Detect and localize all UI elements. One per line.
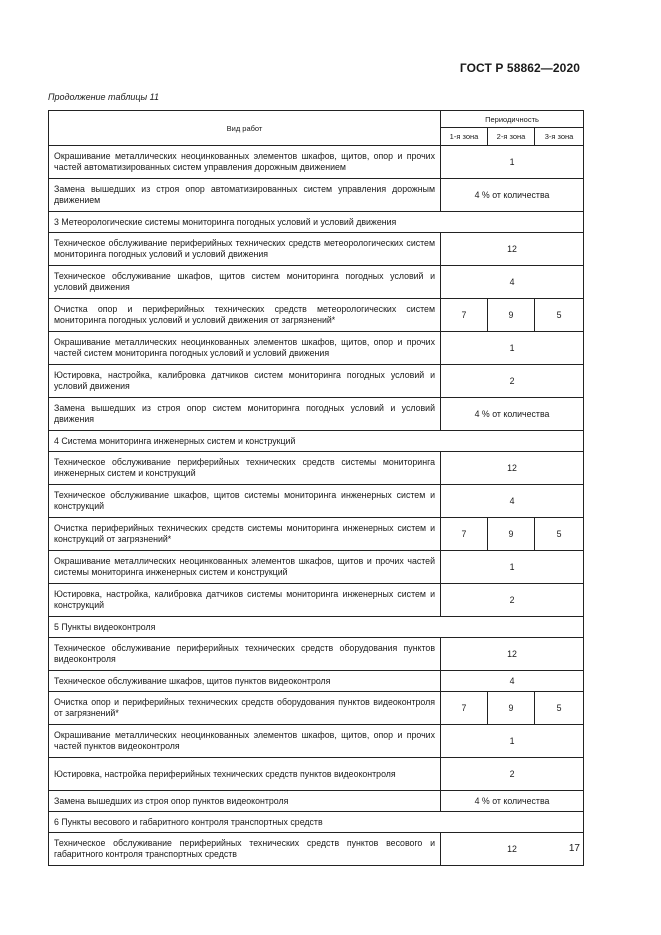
table-row: [49, 299, 584, 332]
table-row: [49, 584, 584, 617]
work-description: Техническое обслуживание шкафов, щитов пунктов видеоконтроля: [49, 671, 441, 692]
table-row: [49, 518, 584, 551]
zone-3-value: 5: [535, 692, 584, 725]
periodicity-value: 4: [441, 485, 584, 518]
table-row: [49, 365, 584, 398]
table-row: [49, 725, 584, 758]
work-description: Замена вышедших из строя опор систем мониторинга погодных условий и условий движения: [49, 398, 441, 431]
periodicity-value: 4 % от количества: [441, 398, 584, 431]
table-row: [49, 791, 584, 812]
work-description: Юстировка, настройка, калибровка датчиков системы мониторинга инженерных систем и конструкций: [49, 584, 441, 617]
header-zone-2: 2-я зона: [488, 128, 535, 146]
zone-2-value: 9: [488, 299, 535, 332]
zone-2-value: 9: [488, 518, 535, 551]
table-row: [49, 692, 584, 725]
zone-1-value: 7: [441, 692, 488, 725]
table-row: [49, 146, 584, 179]
zone-1-value: 7: [441, 299, 488, 332]
periodicity-value: 1: [441, 551, 584, 584]
table-row: [49, 833, 584, 866]
zone-3-value: 5: [535, 299, 584, 332]
page-number: 17: [568, 843, 580, 854]
table-row: [49, 179, 584, 212]
table-row: [49, 452, 584, 485]
work-description: Юстировка, настройка периферийных технических средств пунктов видеоконтроля: [49, 758, 441, 791]
document-code: ГОСТ Р 58862—2020: [459, 61, 580, 75]
zone-3-value: 5: [535, 518, 584, 551]
periodicity-value: 4 % от количества: [441, 791, 584, 812]
work-description: Очистка опор и периферийных технических средств метеорологических систем мониторинга погодных условий и условий движения от загрязнений*: [49, 299, 441, 332]
work-description: Очистка периферийных технических средств системы мониторинга инженерных систем и конструкций от загрязнений*: [49, 518, 441, 551]
periodicity-value: 4: [441, 266, 584, 299]
table-row: [49, 266, 584, 299]
work-description: Очистка опор и периферийных технических средств оборудования пунктов видеоконтроля от загрязнений*: [49, 692, 441, 725]
table-row: [49, 332, 584, 365]
section-row: [49, 812, 584, 833]
periodicity-value: 12: [441, 233, 584, 266]
periodicity-value: 12: [441, 833, 584, 866]
periodicity-value: 4: [441, 671, 584, 692]
work-description: Окрашивание металлических неоцинкованных элементов шкафов, щитов, опор и прочих частей систем мониторинга погодных условий и условий движения: [49, 332, 441, 365]
periodicity-value: 1: [441, 146, 584, 179]
table-row: [49, 671, 584, 692]
header-zone-3: 3-я зона: [535, 128, 584, 146]
periodicity-value: 2: [441, 365, 584, 398]
zone-1-value: 7: [441, 518, 488, 551]
section-title: 3 Метеорологические системы мониторинга погодных условий и условий движения: [49, 212, 584, 233]
periodicity-value: 1: [441, 332, 584, 365]
section-row: [49, 212, 584, 233]
table-row: [49, 233, 584, 266]
work-description: Окрашивание металлических неоцинкованных элементов шкафов, щитов, опор и прочих частей автоматизированных систем управления дорожным движением: [49, 146, 441, 179]
work-description: Юстировка, настройка, калибровка датчиков систем мониторинга погодных условий и условий движения: [49, 365, 441, 398]
table-caption: Продолжение таблицы 11: [48, 92, 160, 102]
table-body: [49, 146, 584, 866]
work-description: Техническое обслуживание шкафов, щитов системы мониторинга инженерных систем и конструкций: [49, 485, 441, 518]
periodicity-value: 12: [441, 638, 584, 671]
work-description: Замена вышедших из строя опор пунктов видеоконтроля: [49, 791, 441, 812]
periodicity-value: 2: [441, 584, 584, 617]
section-title: 4 Система мониторинга инженерных систем и конструкций: [49, 431, 584, 452]
periodicity-value: 4 % от количества: [441, 179, 584, 212]
header-periodicity: Периодичность: [441, 111, 584, 128]
table-row: [49, 485, 584, 518]
work-description: Техническое обслуживание периферийных технических средств оборудования пунктов видеоконтроля: [49, 638, 441, 671]
table-row: [49, 398, 584, 431]
header-zone-1: 1-я зона: [441, 128, 488, 146]
work-description: Окрашивание металлических неоцинкованных элементов шкафов, щитов и прочих частей системы мониторинга инженерных систем и конструкций: [49, 551, 441, 584]
section-title: 6 Пункты весового и габаритного контроля транспортных средств: [49, 812, 584, 833]
work-description: Замена вышедших из строя опор автоматизированных систем управления дорожным движением: [49, 179, 441, 212]
section-row: [49, 617, 584, 638]
periodicity-value: 2: [441, 758, 584, 791]
periodicity-value: 12: [441, 452, 584, 485]
work-description: Окрашивание металлических неоцинкованных элементов шкафов, щитов, опор и прочих частей пунктов видеоконтроля: [49, 725, 441, 758]
work-description: Техническое обслуживание периферийных технических средств системы мониторинга инженерных систем и конструкций: [49, 452, 441, 485]
section-row: [49, 431, 584, 452]
table-row: [49, 638, 584, 671]
periodicity-value: 1: [441, 725, 584, 758]
work-description: Техническое обслуживание периферийных технических средств метеорологических систем мониторинга погодных условий и условий движения: [49, 233, 441, 266]
periodicity-table: [48, 110, 584, 866]
section-title: 5 Пункты видеоконтроля: [49, 617, 584, 638]
work-description: Техническое обслуживание шкафов, щитов систем мониторинга погодных условий и условий движения: [49, 266, 441, 299]
zone-2-value: 9: [488, 692, 535, 725]
work-description: Техническое обслуживание периферийных технических средств пунктов весового и габаритного контроля транспортных средств: [49, 833, 441, 866]
table-row: [49, 551, 584, 584]
header-work-type: Вид работ: [49, 111, 441, 146]
table-row: [49, 758, 584, 791]
